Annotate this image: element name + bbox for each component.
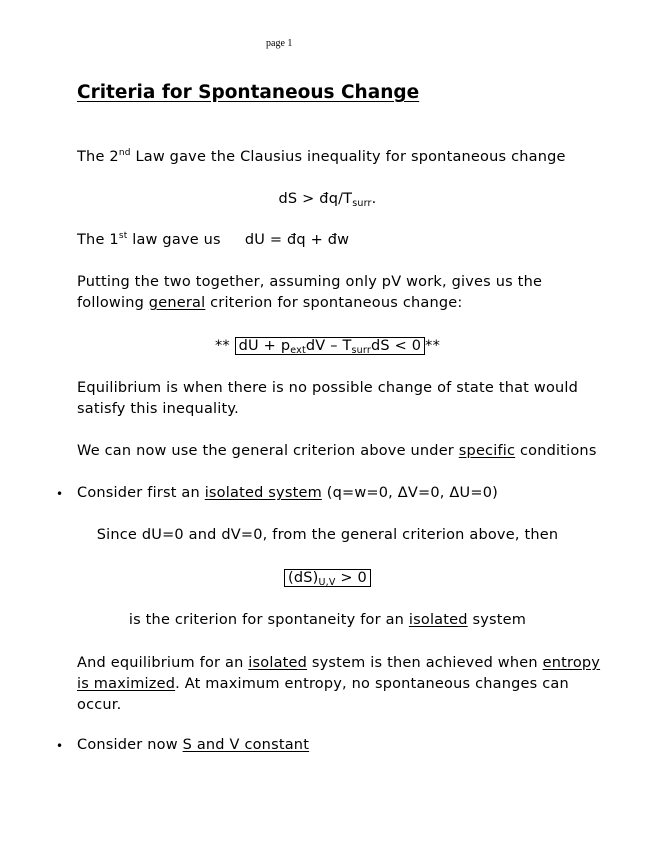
text-segment: We can now use the general criterion above under: [77, 443, 459, 459]
text-segment: system: [467, 612, 527, 628]
underlined-term: specific: [458, 443, 516, 459]
bullet-marker: •: [56, 739, 64, 753]
paragraph-equilibrium: [77, 378, 578, 420]
text-line: satisfy this inequality.: [77, 401, 239, 417]
subscript: surr: [352, 198, 372, 209]
underlined-term: isolated: [248, 655, 308, 671]
paragraph-first-law: [77, 230, 349, 251]
text-segment: following: [77, 295, 149, 311]
text-segment: is the criterion for spontaneity for an: [128, 612, 409, 628]
superscript: st: [118, 231, 128, 241]
equation-text: (dS): [287, 570, 319, 586]
text-segment: Law gave the Clausius inequality for spontaneous change: [130, 149, 566, 165]
text-segment: Consider now: [77, 737, 183, 753]
text-segment: The 1: [77, 232, 119, 248]
text-segment: conditions: [515, 443, 597, 459]
text-line: occur.: [77, 697, 122, 713]
underlined-term: isolated: [408, 612, 468, 628]
equation-text: dS > đq/T: [278, 191, 353, 207]
page-title: Criteria for Spontaneous Change: [77, 82, 420, 103]
text-segment: . At maximum entropy, no spontaneous changes can: [175, 676, 569, 692]
equation-text: > 0: [335, 570, 367, 586]
text-segment: law gave us dU = đq + đw: [127, 232, 350, 248]
subscript: U,V: [318, 577, 336, 588]
general-criterion-equation: [0, 336, 655, 357]
subscript: ext: [290, 345, 306, 356]
text-segment: Consider first an: [77, 485, 205, 501]
boxed-equation: [284, 569, 371, 587]
bullet-isolated-system: [77, 483, 498, 504]
text-line: Equilibrium is when there is no possible change of state that would: [77, 380, 579, 396]
text-segment: system is then achieved when: [307, 655, 543, 671]
superscript: nd: [118, 148, 131, 158]
text-line: Putting the two together, assuming only pV work, gives us the: [77, 274, 543, 290]
underlined-term: entropy: [542, 655, 601, 671]
emphasis-stars: **: [425, 338, 441, 354]
equation-text: .: [371, 191, 377, 207]
text-segment: criterion for spontaneous change:: [205, 295, 463, 311]
isolated-criterion-equation: [0, 568, 655, 589]
emphasis-stars: **: [214, 338, 235, 354]
paragraph-since: Since dU=0 and dV=0, from the general criterion above, then: [96, 527, 559, 543]
paragraph-specific-conditions: [77, 441, 597, 462]
paragraph-spontaneity: [0, 610, 655, 631]
bullet-marker: •: [56, 487, 64, 501]
paragraph-second-law: [77, 147, 566, 168]
equation-text: dV – T: [305, 338, 352, 354]
bullet-s-and-v-constant: [77, 735, 309, 756]
underlined-term: general: [148, 295, 206, 311]
text-segment: And equilibrium for an: [77, 655, 249, 671]
equation-text: dS < 0: [370, 338, 422, 354]
text-segment: (q=w=0, ΔV=0, ΔU=0): [321, 485, 498, 501]
page-number: page 1: [266, 38, 293, 49]
text-segment: The 2: [77, 149, 119, 165]
clausius-inequality: [0, 189, 655, 210]
equation-text: dU + p: [238, 338, 291, 354]
boxed-equation: [235, 337, 426, 355]
underlined-term: isolated system: [204, 485, 322, 501]
subscript: surr: [351, 345, 371, 356]
underlined-term: is maximized: [77, 676, 176, 692]
paragraph-combined: [77, 272, 542, 314]
paragraph-entropy-maximized: [77, 653, 600, 716]
underlined-term: S and V constant: [182, 737, 310, 753]
